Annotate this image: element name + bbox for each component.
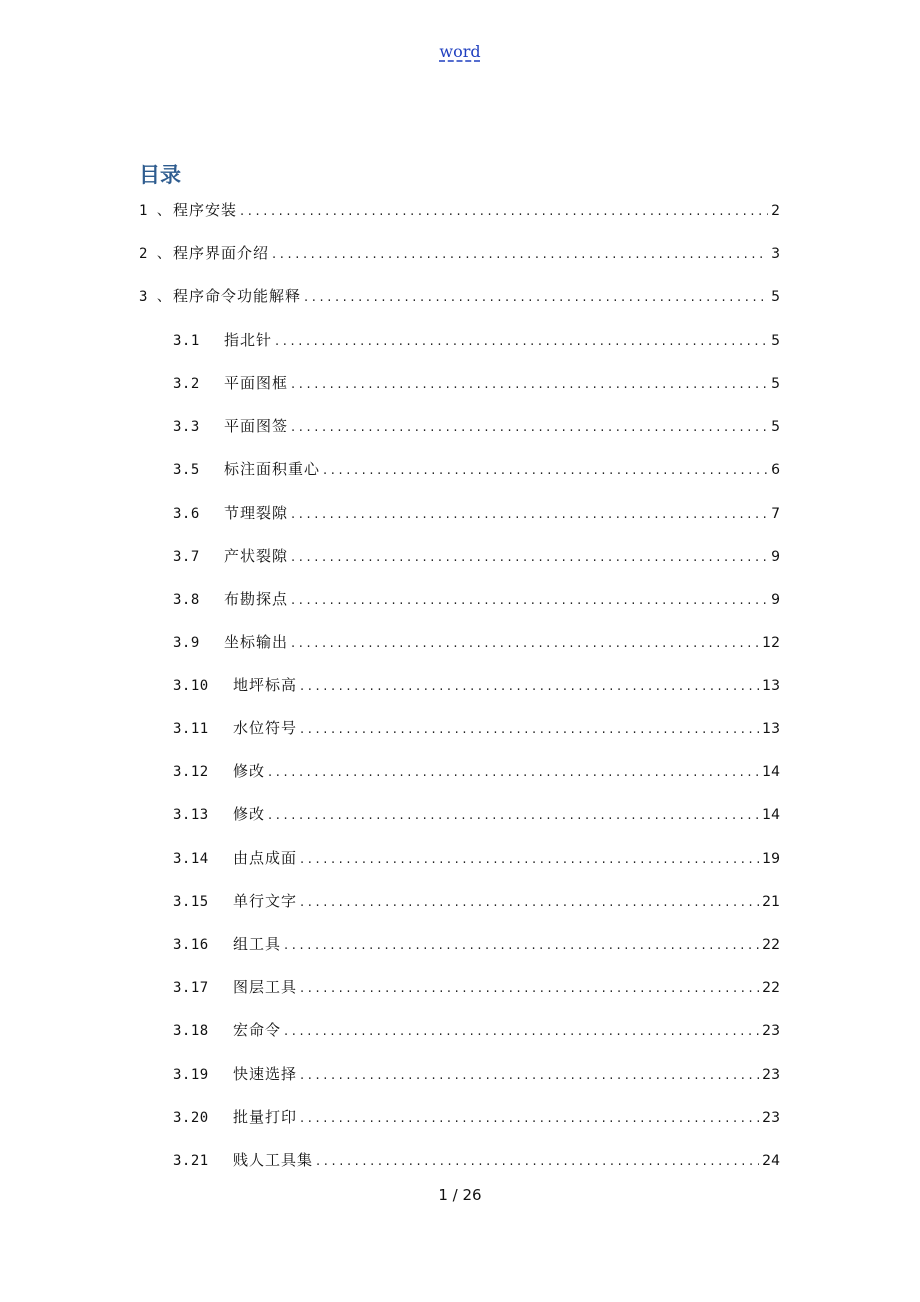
- toc-dot-leader: [300, 849, 759, 871]
- toc-entry-number: 3.6: [173, 506, 200, 522]
- toc-entry-label: 贱人工具集: [233, 1151, 314, 1169]
- toc-entry-page: 5: [771, 419, 780, 435]
- toc-dot-leader: [300, 676, 759, 698]
- header-word-link[interactable]: word: [439, 42, 481, 61]
- toc-entry-3-5[interactable]: [173, 458, 780, 480]
- toc-entry-label: 组工具: [233, 935, 282, 953]
- toc-entry-number: 3.9: [173, 635, 200, 651]
- toc-entry-3-17[interactable]: [173, 976, 780, 998]
- toc-dot-leader: [240, 201, 768, 223]
- toc-dot-leader: [291, 417, 768, 439]
- toc-title: 目录: [139, 163, 181, 187]
- toc-entry-3-18[interactable]: [173, 1019, 780, 1041]
- toc-entry-number: 3.7: [173, 549, 200, 565]
- toc-entry-label: 节理裂隙: [224, 504, 289, 522]
- toc-entry-3-9[interactable]: [173, 631, 780, 653]
- toc-entry-page: 3: [771, 246, 780, 262]
- toc-entry-page: 21: [762, 894, 780, 910]
- toc-entry-3-1[interactable]: [173, 329, 780, 351]
- toc-entry-label: 平面图签: [224, 417, 289, 435]
- toc-dot-leader: [291, 504, 768, 526]
- toc-entry-number: 3.17: [173, 980, 209, 996]
- toc-entry-label: 图层工具: [233, 978, 298, 996]
- toc-entry-page: 2: [771, 203, 780, 219]
- toc-entry-number: 3.2: [173, 376, 200, 392]
- toc-entry-page: 22: [762, 937, 780, 953]
- toc-dot-leader: [291, 590, 768, 612]
- toc-dot-leader: [275, 331, 768, 353]
- toc-dot-leader: [304, 287, 768, 309]
- toc-dot-leader: [316, 1151, 759, 1173]
- toc-entry-2[interactable]: [139, 242, 780, 264]
- toc-entry-number: 3.18: [173, 1023, 209, 1039]
- toc-entry-page: 14: [762, 764, 780, 780]
- toc-entry-page: 23: [762, 1110, 780, 1126]
- toc-entry-number: 3.8: [173, 592, 200, 608]
- toc-dot-leader: [268, 762, 759, 784]
- toc-entry-3[interactable]: [139, 285, 780, 307]
- toc-entry-number: 3 、: [139, 289, 172, 305]
- toc-entry-3-13[interactable]: [173, 803, 780, 825]
- toc-entry-3-8[interactable]: [173, 588, 780, 610]
- toc-entry-page: 9: [771, 549, 780, 565]
- toc-entry-label: 产状裂隙: [224, 547, 289, 565]
- toc-entry-page: 19: [762, 851, 780, 867]
- toc-entry-label: 快速选择: [233, 1065, 298, 1083]
- toc-entry-number: 1 、: [139, 203, 172, 219]
- toc-entry-number: 3.20: [173, 1110, 209, 1126]
- toc-entry-label: 水位符号: [233, 719, 298, 737]
- toc-entry-3-6[interactable]: [173, 502, 780, 524]
- toc-entry-label: 程序命令功能解释: [173, 287, 302, 305]
- toc-entry-label: 由点成面: [233, 849, 298, 867]
- toc-entry-label: 程序界面介绍: [173, 244, 270, 262]
- toc-entry-page: 23: [762, 1023, 780, 1039]
- toc-entry-number: 3.15: [173, 894, 209, 910]
- toc-entry-3-14[interactable]: [173, 847, 780, 869]
- toc-entry-page: 5: [771, 333, 780, 349]
- toc-entry-label: 标注面积重心: [224, 460, 321, 478]
- toc-entry-page: 24: [762, 1153, 780, 1169]
- toc-entry-page: 14: [762, 807, 780, 823]
- toc-entry-number: 3.12: [173, 764, 209, 780]
- toc-entry-3-11[interactable]: [173, 717, 780, 739]
- toc-dot-leader: [291, 633, 759, 655]
- toc-entry-page: 9: [771, 592, 780, 608]
- toc-entry-label: 指北针: [224, 331, 273, 349]
- toc-dot-leader: [300, 892, 759, 914]
- toc-dot-leader: [284, 1021, 759, 1043]
- toc-dot-leader: [272, 244, 768, 266]
- toc-entry-number: 3.14: [173, 851, 209, 867]
- toc-entry-label: 坐标输出: [224, 633, 289, 651]
- toc-entry-label: 单行文字: [233, 892, 298, 910]
- toc-dot-leader: [323, 460, 768, 482]
- toc-entry-label: 批量打印: [233, 1108, 298, 1126]
- toc-entry-page: 12: [762, 635, 780, 651]
- toc-entry-3-2[interactable]: [173, 372, 780, 394]
- toc-entry-number: 3.11: [173, 721, 209, 737]
- toc-dot-leader: [300, 1065, 759, 1087]
- toc-dot-leader: [300, 719, 759, 741]
- toc-dot-leader: [284, 935, 759, 957]
- toc-entry-number: 3.21: [173, 1153, 209, 1169]
- toc-entry-3-3[interactable]: [173, 415, 780, 437]
- toc-entry-3-15[interactable]: [173, 890, 780, 912]
- toc-dot-leader: [268, 805, 759, 827]
- toc-entry-number: 3.19: [173, 1067, 209, 1083]
- toc-entry-3-16[interactable]: [173, 933, 780, 955]
- toc-entry-page: 13: [762, 721, 780, 737]
- toc-entry-label: 程序安装: [173, 201, 238, 219]
- toc-entry-3-10[interactable]: [173, 674, 780, 696]
- toc-entry-number: 3.3: [173, 419, 200, 435]
- toc-entry-label: 布勘探点: [224, 590, 289, 608]
- toc-entry-1[interactable]: [139, 199, 780, 221]
- toc-entry-number: 3.5: [173, 462, 200, 478]
- toc-entry-page: 5: [771, 376, 780, 392]
- toc-entry-3-20[interactable]: [173, 1106, 780, 1128]
- toc-entry-page: 6: [771, 462, 780, 478]
- toc-dot-leader: [291, 547, 768, 569]
- toc-entry-3-12[interactable]: [173, 760, 780, 782]
- toc-entry-number: 3.13: [173, 807, 209, 823]
- toc-entry-page: 23: [762, 1067, 780, 1083]
- toc-entry-3-19[interactable]: [173, 1063, 780, 1085]
- toc-entry-number: 3.16: [173, 937, 209, 953]
- toc-dot-leader: [300, 1108, 759, 1130]
- toc-entry-label: 平面图框: [224, 374, 289, 392]
- toc-entry-page: 7: [771, 506, 780, 522]
- toc-entry-label: 地坪标高: [233, 676, 298, 694]
- toc-entry-number: 3.10: [173, 678, 209, 694]
- toc-entry-page: 5: [771, 289, 780, 305]
- toc-entry-label: 宏命令: [233, 1021, 282, 1039]
- toc-entry-number: 2 、: [139, 246, 172, 262]
- toc-entry-number: 3.1: [173, 333, 200, 349]
- toc-entry-page: 22: [762, 980, 780, 996]
- toc-dot-leader: [300, 978, 759, 1000]
- toc-entry-3-21[interactable]: [173, 1149, 780, 1171]
- toc-entry-label: 修改: [233, 762, 266, 780]
- toc-entry-label: 修改: [233, 805, 266, 823]
- page-number-footer: 1 / 26: [438, 1186, 482, 1204]
- toc-entry-3-7[interactable]: [173, 545, 780, 567]
- toc-dot-leader: [291, 374, 768, 396]
- toc-entry-page: 13: [762, 678, 780, 694]
